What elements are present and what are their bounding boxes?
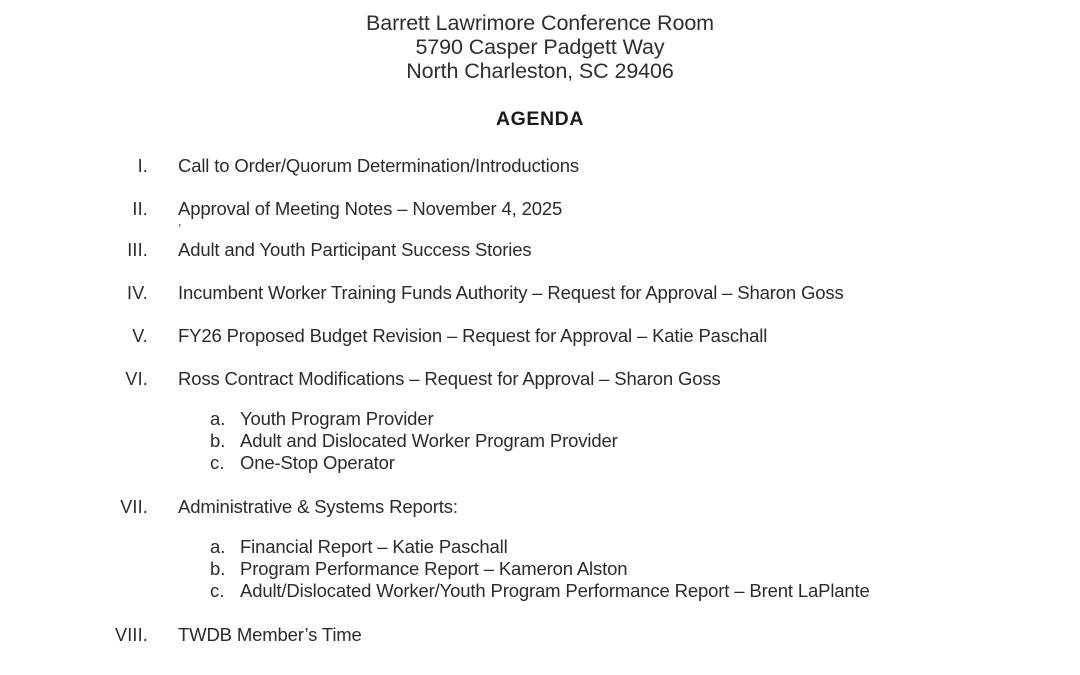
agenda-item xyxy=(0,496,1080,602)
street-address: 5790 Casper Padgett Way xyxy=(415,35,665,59)
agenda-subitem xyxy=(0,452,1080,474)
agenda-item-numeral: I. xyxy=(137,156,148,176)
city-state-zip: North Charleston, SC 29406 xyxy=(406,59,674,83)
agenda-item-numeral: V. xyxy=(132,326,148,346)
agenda-subitem-text: Financial Report – Katie Paschall xyxy=(240,536,508,557)
agenda-item xyxy=(0,624,1080,646)
agenda-item-text: Approval of Meeting Notes – November 4, 2025 xyxy=(178,198,563,219)
stray-scan-mark: ’ xyxy=(178,221,182,238)
agenda-subitem xyxy=(0,580,1080,602)
agenda-item xyxy=(0,282,1080,304)
agenda-item-numeral: VI. xyxy=(125,369,148,389)
agenda-subitem xyxy=(0,558,1080,580)
agenda-subitem-letter: a. xyxy=(210,408,226,429)
agenda-subitem-text: Youth Program Provider xyxy=(240,408,434,429)
agenda-item xyxy=(0,221,1080,261)
agenda-subitem-letter: a. xyxy=(210,536,226,557)
agenda-subitem-letter: b. xyxy=(210,430,226,451)
agenda-item-text: Administrative & Systems Reports: xyxy=(178,496,458,517)
agenda-item-text: Adult and Youth Participant Success Stories xyxy=(178,239,532,260)
agenda-item-text: TWDB Member’s Time xyxy=(178,624,362,645)
agenda-item xyxy=(0,198,1080,220)
agenda-subitem-text: One-Stop Operator xyxy=(240,452,395,473)
agenda-list xyxy=(0,155,1080,646)
agenda-item-numeral: VIII. xyxy=(114,625,148,645)
agenda-item-numeral: VII. xyxy=(120,497,148,517)
agenda-subitem-text: Adult/Dislocated Worker/Youth Program Performance Report – Brent LaPlante xyxy=(240,580,870,601)
agenda-item-text: FY26 Proposed Budget Revision – Request for Approval – Katie Paschall xyxy=(178,325,768,346)
agenda-item xyxy=(0,325,1080,347)
agenda-item-text: Incumbent Worker Training Funds Authority – Request for Approval – Sharon Goss xyxy=(178,282,844,303)
agenda-subitem xyxy=(0,408,1080,430)
agenda-sublist xyxy=(0,536,1080,602)
agenda-item-text: Call to Order/Quorum Determination/Introductions xyxy=(178,155,580,176)
agenda-subitem-letter: c. xyxy=(210,580,225,601)
agenda-item-text: Ross Contract Modifications – Request for Approval – Sharon Goss xyxy=(178,368,721,389)
agenda-subitem-letter: b. xyxy=(210,558,226,579)
agenda-item-numeral: II. xyxy=(132,199,148,219)
venue-name: Barrett Lawrimore Conference Room xyxy=(365,11,714,35)
letterhead xyxy=(0,11,1080,83)
agenda-subitem-letter: c. xyxy=(210,452,225,473)
agenda-item-numeral: IV. xyxy=(127,283,148,303)
page-title: AGENDA xyxy=(495,108,585,130)
agenda-item xyxy=(0,368,1080,474)
agenda-item xyxy=(0,155,1080,177)
agenda-subitem xyxy=(0,536,1080,558)
agenda-subitem-text: Adult and Dislocated Worker Program Provider xyxy=(240,430,618,451)
agenda-sublist xyxy=(0,408,1080,474)
agenda-subitem-text: Program Performance Report – Kameron Alston xyxy=(240,558,628,579)
agenda-item-numeral: III. xyxy=(127,240,148,260)
agenda-subitem xyxy=(0,430,1080,452)
